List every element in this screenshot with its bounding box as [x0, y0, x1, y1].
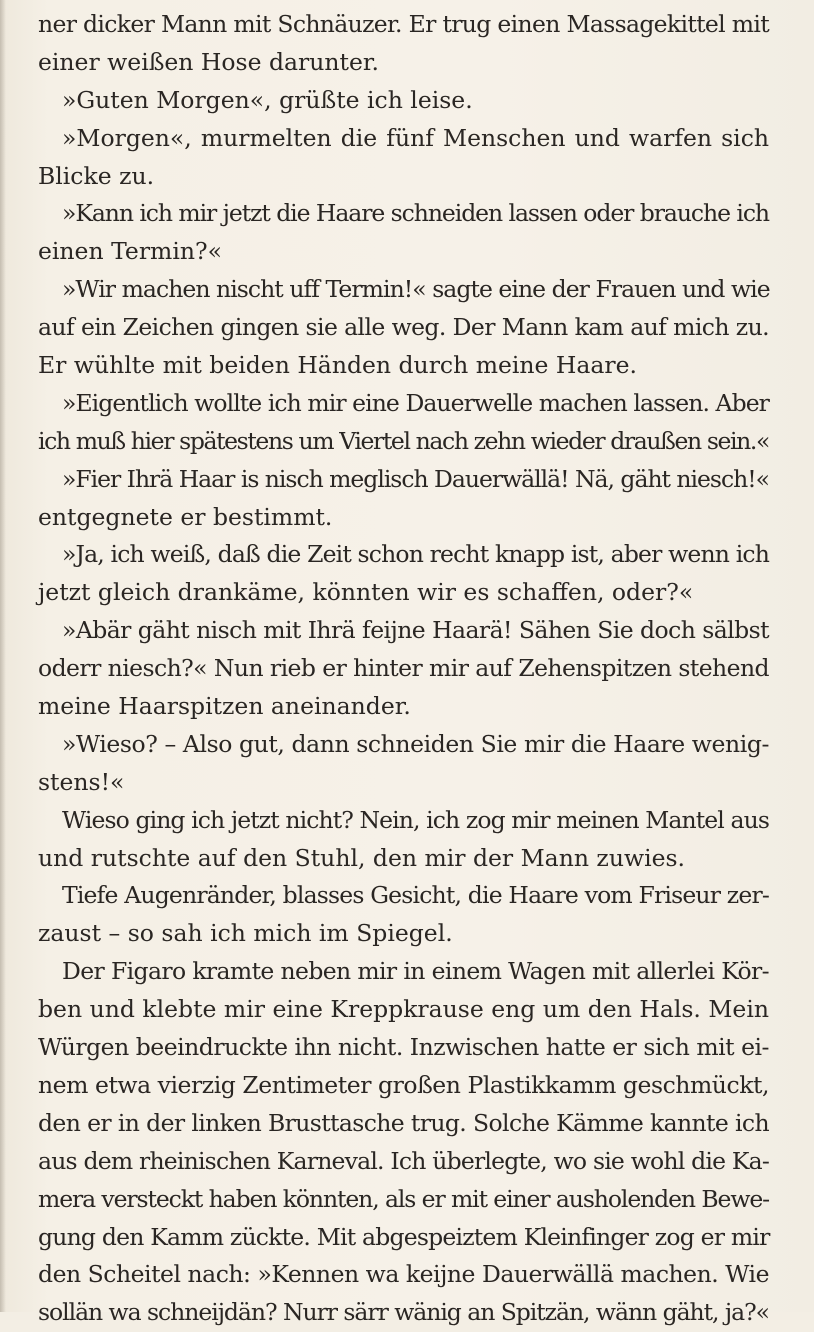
text-line: Der Figaro kramte neben mir in einem Wagen mit allerlei Kör-: [62, 957, 769, 986]
text-line: Er wühlte mit beiden Händen durch meine Haare.: [38, 351, 638, 380]
text-line: »Wir machen nischt uff Termin!« sagte eine der Frauen und wie: [62, 275, 770, 304]
text-line: »Fier Ihrä Haar is nisch meglisch Dauerwällä! Nä, gäht niesch!«: [62, 464, 769, 493]
text-line: ich muß hier spätestens um Viertel nach zehn wieder draußen sein.«: [38, 426, 769, 455]
text-line: und rutschte auf den Stuhl, den mir der Mann zuwies.: [38, 843, 686, 872]
text-line: sollän wa schneijdän? Nurr särr wänig an Spitzän, wänn gäht, ja?«: [38, 1298, 769, 1327]
text-line: Tiefe Augenränder, blasses Gesicht, die Haare vom Friseur zer-: [62, 881, 769, 910]
text-line: entgegnete er bestimmt.: [38, 502, 333, 531]
text-line: mera versteckt haben könnten, als er mit einer ausholenden Bewe-: [38, 1184, 769, 1213]
text-line: stens!«: [38, 767, 125, 796]
text-line: meine Haarspitzen aneinander.: [38, 692, 411, 721]
text-line: »Wieso? – Also gut, dann schneiden Sie mir die Haare wenig-: [62, 729, 769, 758]
text-line: Würgen beeindruckte ihn nicht. Inzwischen hatte er sich mit ei-: [38, 1033, 769, 1062]
text-line: ben und klebte mir eine Kreppkrause eng um den Hals. Mein: [38, 995, 769, 1024]
text-line: Wieso ging ich jetzt nicht? Nein, ich zog mir meinen Mantel aus: [62, 805, 769, 834]
text-line: einen Termin?«: [38, 237, 222, 266]
text-line: »Guten Morgen«, grüßte ich leise.: [62, 85, 473, 114]
text-line: zaust – so sah ich mich im Spiegel.: [38, 919, 453, 948]
text-line: den Scheitel nach: »Kennen wa keijne Dauerwällä machen. Wie: [38, 1260, 769, 1289]
text-line: einer weißen Hose darunter.: [38, 47, 380, 76]
text-line: »Abär gäht nisch mit Ihrä feijne Haarä! Sähen Sie doch sälbst: [62, 616, 769, 645]
text-line: nem etwa vierzig Zentimeter großen Plastikkamm geschmückt,: [38, 1070, 769, 1099]
body-text: [38, 6, 769, 1332]
text-line: »Ja, ich weiß, daß die Zeit schon recht knapp ist, aber wenn ich: [62, 540, 769, 569]
text-line: oderr niesch?« Nun rieb er hinter mir auf Zehenspitzen stehend: [38, 654, 769, 683]
text-line: aus dem rheinischen Karneval. Ich überlegte, wo sie wohl die Ka-: [38, 1146, 769, 1175]
text-line: ner dicker Mann mit Schnäuzer. Er trug einen Massagekittel mit: [38, 10, 769, 38]
text-line: »Eigentlich wollte ich mir eine Dauerwelle machen lassen. Aber: [62, 388, 769, 417]
text-line: den er in der linken Brusttasche trug. Solche Kämme kannte ich: [38, 1108, 769, 1137]
text-line: auf ein Zeichen gingen sie alle weg. Der Mann kam auf mich zu.: [38, 313, 769, 342]
text-line: Blicke zu.: [38, 161, 155, 190]
text-line: »Morgen«, murmelten die fünf Menschen und warfen sich: [62, 123, 769, 152]
text-line: »Kann ich mir jetzt die Haare schneiden lassen oder brauche ich: [62, 199, 769, 228]
text-line: gung den Kamm zückte. Mit abgespeiztem Kleinfinger zog er mir: [38, 1222, 770, 1251]
text-line: jetzt gleich drankäme, könnten wir es schaffen, oder?«: [38, 578, 694, 607]
